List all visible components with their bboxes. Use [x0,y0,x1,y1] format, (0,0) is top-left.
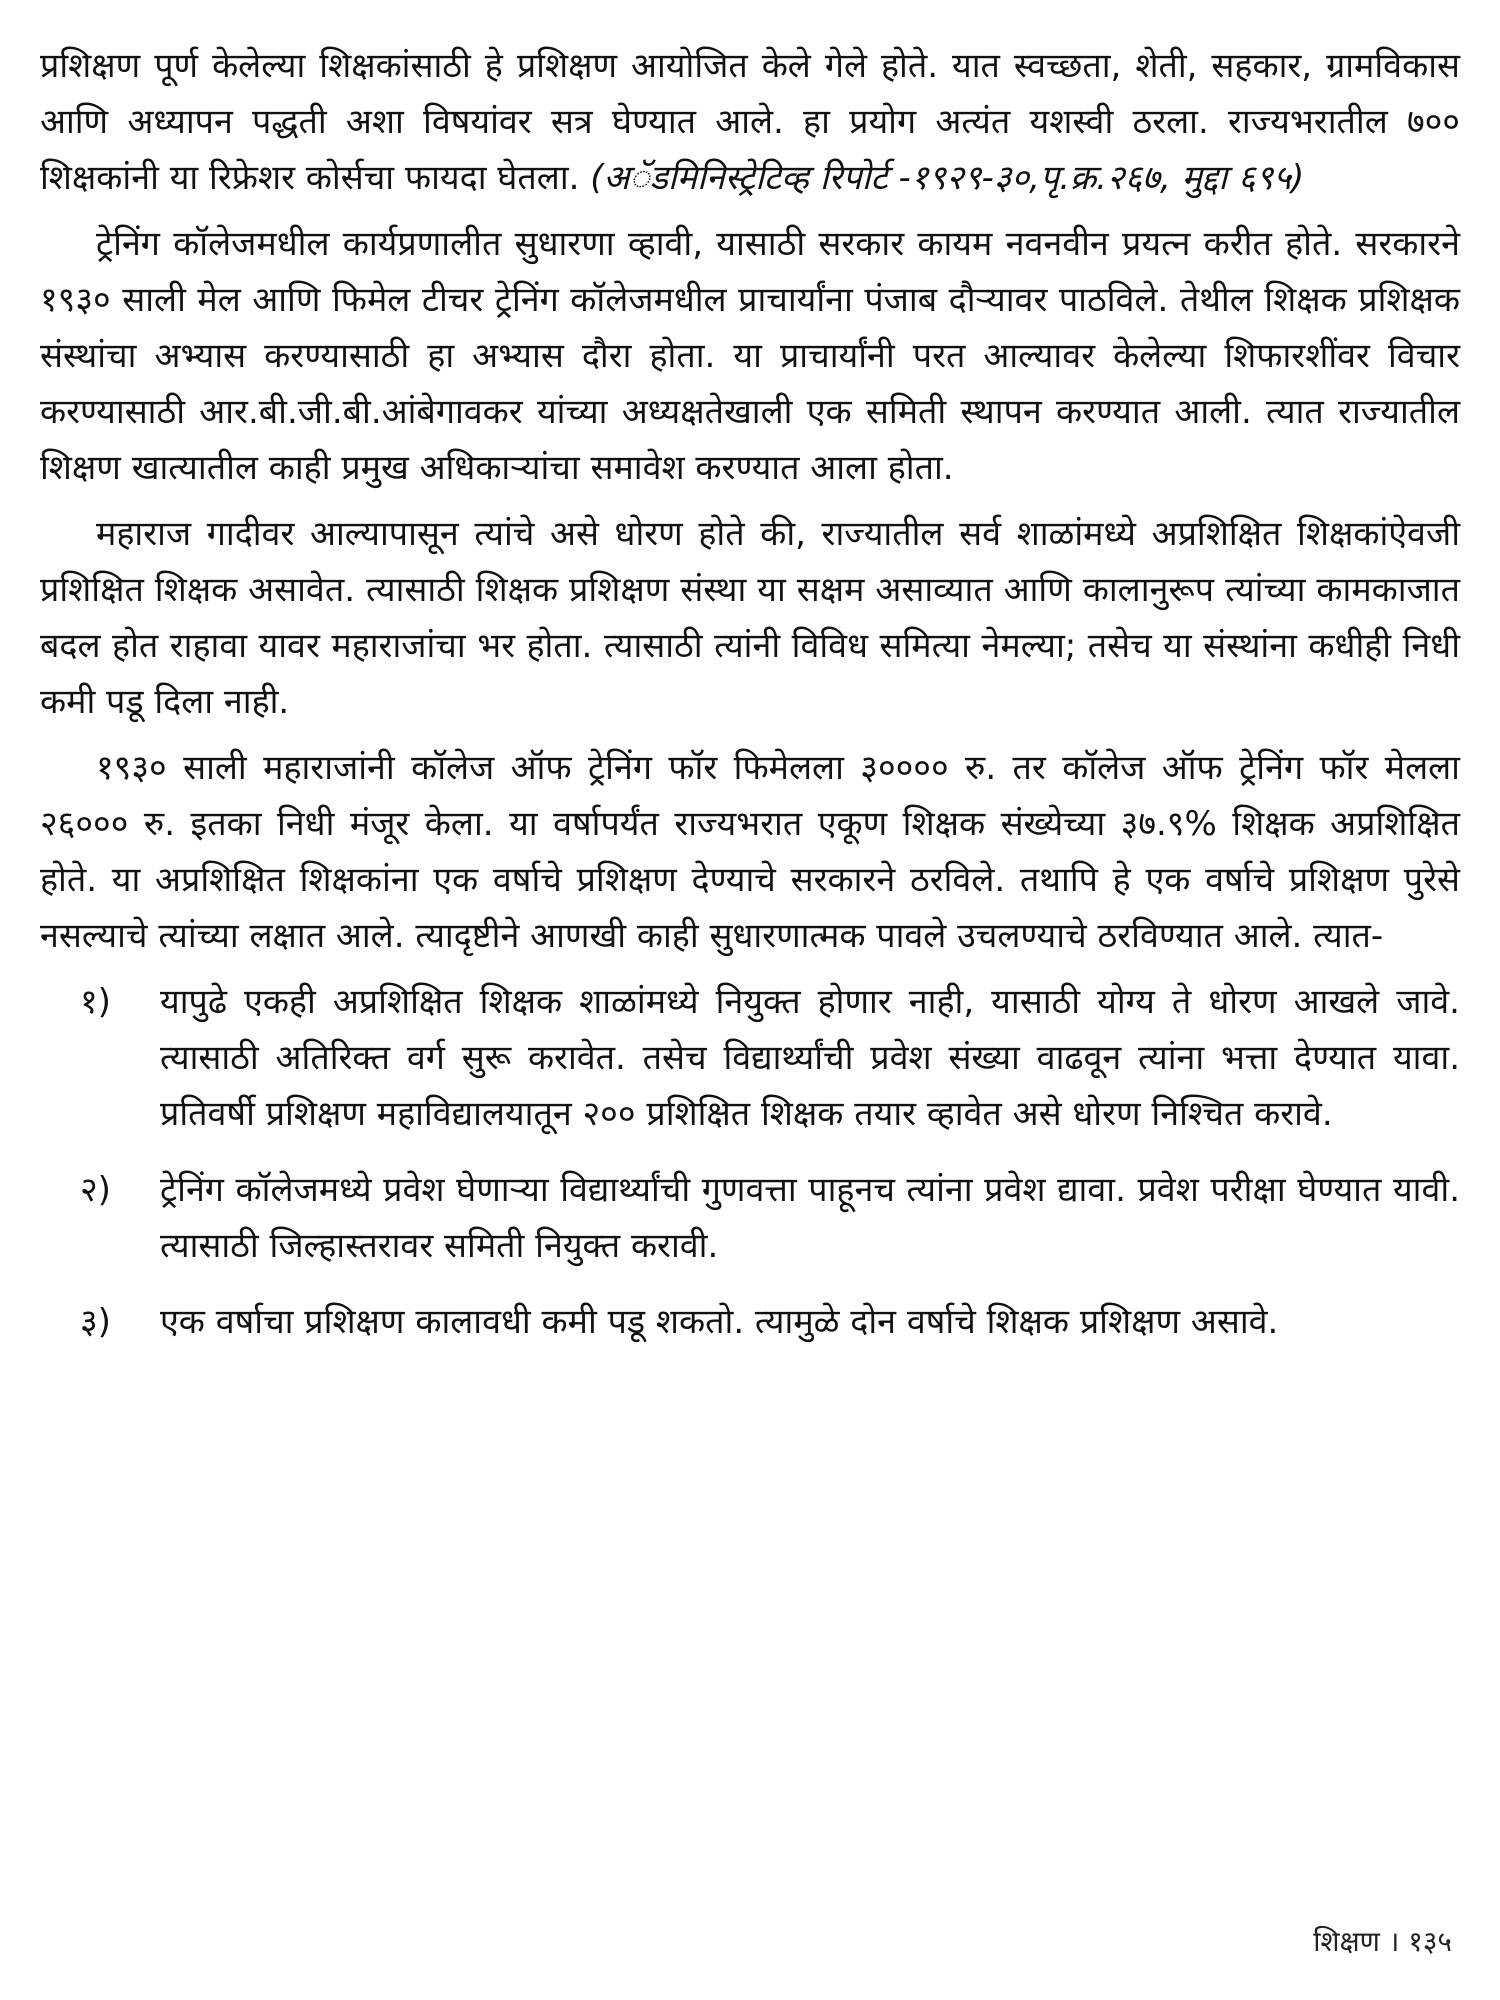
list-item-number: १) [80,982,111,1022]
numbered-list [40,974,1460,1350]
list-item-text: ट्रेनिंग कॉलेजमध्ये प्रवेश घेणाऱ्या विद्यार्थ्यांची गुणवत्ता पाहूनच त्यांना प्रवेश द्यावा. प्रवेश परीक्षा घेण्यात यावी. त्यासाठी जिल्हास्तरावर समिती नियुक्त करावी. [160,1170,1460,1266]
paragraph-1 [40,38,1460,206]
list-item-number: २) [80,1170,111,1210]
paragraph-3: महाराज गादीवर आल्यापासून त्यांचे असे धोरण होते की, राज्यातील सर्व शाळांमध्ये अप्रशिक्षित शिक्षकांऐवजी प्रशिक्षित शिक्षक असावेत. त्यासाठी शिक्षक प्रशिक्षण संस्था या सक्षम असाव्यात आणि कालानुरूप त्यांच्या कामकाजात बदल होत राहावा यावर महाराजांचा भर होता. त्यासाठी त्यांनी विविध समित्या नेमल्या; तसेच या संस्थांना कधीही निधी कमी पडू दिला नाही. [40,514,1460,722]
paragraph-2: ट्रेनिंग कॉलेजमधील कार्यप्रणालीत सुधारणा व्हावी, यासाठी सरकार कायम नवनवीन प्रयत्न करीत होते. सरकारने १९३० साली मेल आणि फिमेल टीचर ट्रेनिंग कॉलेजमधील प्राचार्यांना पंजाब दौऱ्यावर पाठविले. तेथील शिक्षक प्रशिक्षक संस्थांचा अभ्यास करण्यासाठी हा अभ्यास दौरा होता. या प्राचार्यांनी परत आल्यावर केलेल्या शिफारशींवर विचार करण्यासाठी आर.बी.जी.बी.आंबेगावकर यांच्या अध्यक्षतेखाली एक समिती स्थापन करण्यात आली. त्यात राज्यातील शिक्षण खात्यातील काही प्रमुख अधिकाऱ्यांचा समावेश करण्यात आला होता. [40,224,1460,488]
list-item [40,974,1460,1142]
list-item [40,1294,1460,1350]
list-item [40,1162,1460,1274]
page-body [40,38,1460,1370]
list-item-text: एक वर्षाचा प्रशिक्षण कालावधी कमी पडू शकतो. त्यामुळे दोन वर्षाचे शिक्षक प्रशिक्षण असावे. [160,1302,1279,1342]
list-item-number: ३) [80,1302,111,1342]
page-footer: शिक्षण । १३५ [1313,1925,1452,1958]
list-item-text: यापुढे एकही अप्रशिक्षित शिक्षक शाळांमध्ये नियुक्त होणार नाही, यासाठी योग्य ते धोरण आखले जावे. त्यासाठी अतिरिक्त वर्ग सुरू करावेत. तसेच विद्यार्थ्यांची प्रवेश संख्या वाढवून त्यांना भत्ता देण्यात यावा. प्रतिवर्षी प्रशिक्षण महाविद्यालयातून २०० प्रशिक्षित शिक्षक तयार व्हावेत असे धोरण निश्चित करावे. [160,982,1460,1134]
paragraph-4: १९३० साली महाराजांनी कॉलेज ऑफ ट्रेनिंग फॉर फिमेलला ३०००० रु. तर कॉलेज ऑफ ट्रेनिंग फॉर मेलला २६००० रु. इतका निधी मंजूर केला. या वर्षापर्यंत राज्यभरात एकूण शिक्षक संख्येच्या ३७.९% शिक्षक अप्रशिक्षित होते. या अप्रशिक्षित शिक्षकांना एक वर्षाचे प्रशिक्षण देण्याचे सरकारने ठरविले. तथापि हे एक वर्षाचे प्रशिक्षण पुरेसे नसल्याचे त्यांच्या लक्षात आले. त्यादृष्टीने आणखी काही सुधारणात्मक पावले उचलण्याचे ठरविण्यात आले. त्यात- [40,748,1460,956]
paragraph-1-text: प्रशिक्षण पूर्ण केलेल्या शिक्षकांसाठी हे प्रशिक्षण आयोजित केले गेले होते. यात स्वच्छता, शेती, सहकार, ग्रामविकास आणि अध्यापन पद्धती अशा विषयांवर सत्र घेण्यात आले. हा प्रयोग अत्यंत यशस्वी ठरला. राज्यभरातील ७०० शिक्षकांनी या रिफ्रेशर कोर्सचा फायदा घेतला. [40,46,1460,198]
citation: (अॅडमिनिस्ट्रेटिव्ह रिपोर्ट -१९२९-३०,पृ.क्र.२६७, मुद्दा ६९५) [590,158,1305,198]
